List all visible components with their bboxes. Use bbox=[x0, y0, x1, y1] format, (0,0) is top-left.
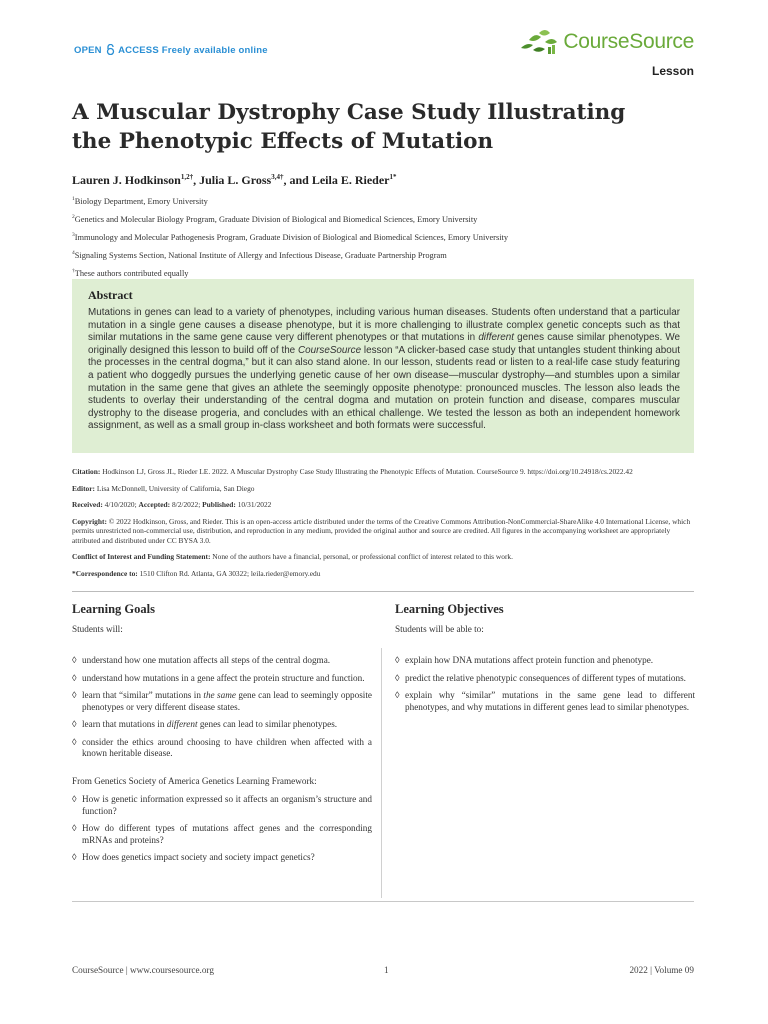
abstract-segment: Mutations in genes can lead to a variety of phenotypes, including various human diseases. Students often understand that a particular mutation in a single gene causes a disease phenotype, but it is more challenging to illustrate complex genetic concepts such as that similar mutations in the same gene cause very different phenotypes or that mutations in bbox=[88, 307, 680, 344]
article-metadata bbox=[72, 467, 694, 585]
diamond-bullet-icon: ◊ bbox=[395, 655, 400, 665]
author-name: , and Leila E. Rieder bbox=[283, 173, 390, 187]
footer-separator: | bbox=[647, 965, 655, 975]
list-item-text: predict the relative phenotypic consequences of different types of mutations. bbox=[405, 672, 686, 683]
learning-objectives-section bbox=[395, 604, 695, 719]
leaf-logo-icon bbox=[519, 28, 559, 56]
author-name: Lauren J. Hodkinson bbox=[72, 173, 181, 187]
citation-label: Citation: bbox=[72, 467, 101, 476]
list-item-text: learn that mutations in bbox=[82, 719, 167, 729]
affiliation-mark: 2 bbox=[72, 214, 75, 220]
list-item bbox=[72, 852, 372, 864]
diamond-bullet-icon: ◊ bbox=[395, 672, 400, 683]
section-divider bbox=[72, 591, 694, 592]
received-label: Received: bbox=[72, 500, 103, 509]
diamond-bullet-icon: ◊ bbox=[72, 736, 77, 747]
list-item bbox=[72, 737, 372, 760]
affiliation-list bbox=[72, 194, 692, 284]
correspondence-label: *Correspondence to: bbox=[72, 568, 138, 578]
affiliation-text: Biology Department, Emory University bbox=[74, 196, 208, 206]
footer-separator: | bbox=[123, 965, 130, 975]
affiliation-item bbox=[72, 248, 692, 266]
framework-label: From Genetics Society of America Genetics Learning Framework: bbox=[72, 775, 317, 786]
learning-goals-section bbox=[72, 604, 372, 870]
list-item-text: How do different types of mutations affect genes and the corresponding mRNAs and proteins? bbox=[82, 823, 372, 845]
abstract-emphasis: different bbox=[478, 332, 514, 344]
list-item bbox=[72, 655, 372, 667]
learning-objectives-intro: Students will be able to: bbox=[395, 623, 484, 634]
diamond-bullet-icon: ◊ bbox=[72, 852, 77, 862]
published-date: 10/31/2022 bbox=[235, 500, 272, 509]
author-affiliation-mark: 1,2† bbox=[180, 173, 194, 181]
page-footer bbox=[72, 965, 694, 979]
abstract-segment: genes cause similar phenotypes. We originally designed this lesson to build off of the bbox=[88, 332, 680, 356]
oa-access-text: ACCESS bbox=[118, 45, 159, 56]
list-item-text: How does genetics impact society and society impact genetics? bbox=[82, 852, 315, 862]
editor-row bbox=[72, 484, 694, 494]
section-divider bbox=[72, 901, 694, 902]
list-item-text: understand how one mutation affects all steps of the central dogma. bbox=[82, 655, 331, 665]
editor-label: Editor: bbox=[72, 483, 95, 493]
learning-objectives-heading: Learning Objectives bbox=[395, 602, 504, 616]
diamond-bullet-icon: ◊ bbox=[72, 719, 77, 729]
footer-journal-name: CourseSource bbox=[72, 965, 124, 975]
author-affiliation-mark: 3,4† bbox=[271, 173, 284, 181]
list-item-text: understand how mutations in a gene affect the protein structure and function. bbox=[82, 672, 365, 683]
footer-volume-text: Volume 09 bbox=[654, 965, 694, 975]
list-item-text: consider the ethics around choosing to have children when affected with a known heritable disease. bbox=[82, 736, 372, 758]
list-item-emphasis: the same bbox=[203, 690, 236, 700]
diamond-bullet-icon: ◊ bbox=[72, 655, 77, 665]
published-label: Published: bbox=[202, 500, 236, 509]
open-access-badge bbox=[74, 44, 268, 56]
list-item-text: explain how DNA mutations affect protein function and phenotype. bbox=[405, 655, 654, 665]
diamond-bullet-icon: ◊ bbox=[72, 672, 77, 683]
accepted-date: 8/2/2022; bbox=[170, 500, 203, 509]
affiliation-text: These authors contributed equally bbox=[74, 268, 189, 278]
abstract-box bbox=[72, 279, 694, 453]
list-item-text: How is genetic information expressed so it affects an organism’s structure and function? bbox=[82, 794, 372, 816]
affiliation-item bbox=[72, 212, 692, 230]
footer-url: www.coursesource.org bbox=[129, 965, 214, 975]
affiliation-text: Genetics and Molecular Biology Program, Graduate Division of Biological and Biomedical Sciences, Emory University bbox=[74, 214, 478, 224]
article-title: A Muscular Dystrophy Case Study Illustrating the Phenotypic Effects of Mutation bbox=[72, 100, 626, 154]
affiliation-mark: 4 bbox=[72, 250, 75, 256]
diamond-bullet-icon: ◊ bbox=[72, 690, 77, 700]
footer-year: 2022 bbox=[629, 965, 648, 975]
list-item bbox=[72, 823, 372, 846]
list-item-text: gene can lead to seemingly opposite phenotypes or very different disease states. bbox=[82, 690, 372, 712]
author-name: , Julia L. Gross bbox=[193, 173, 272, 187]
copyright-text: © 2022 Hodkinson, Gross, and Rieder. This is an open-access article distributed under the terms of the Creative Commons Attribution-NonCommercial-ShareAlike 4.0 International License, which permits unrestricted non-commercial use, distribution, and reproduction in any medium, provided the original author and source are credited. All figures in the accompanying worksheet are appropriately attributed and distributed under CC BYSA 3.0. bbox=[72, 516, 691, 545]
copyright-row bbox=[72, 517, 694, 546]
learning-goals-heading: Learning Goals bbox=[72, 602, 155, 616]
list-item bbox=[395, 655, 695, 667]
list-item bbox=[72, 794, 372, 817]
author-list bbox=[72, 173, 396, 188]
abstract-text bbox=[88, 307, 680, 433]
author-affiliation-mark: 1* bbox=[389, 173, 397, 181]
editor-text: Lisa McDonnell, University of California, San Diego bbox=[95, 483, 255, 493]
affiliation-mark: 3 bbox=[72, 232, 75, 238]
affiliation-text: Signaling Systems Section, National Institute of Allergy and Infectious Disease, Graduate Partnership Program bbox=[74, 250, 447, 260]
dates-row bbox=[72, 500, 694, 510]
affiliation-item bbox=[72, 194, 692, 212]
list-item-text: learn that “similar” mutations in bbox=[82, 690, 204, 700]
affiliation-text: Immunology and Molecular Pathogenesis Program, Graduate Division of Biological and Biomedical Sciences, Emory University bbox=[74, 232, 509, 242]
correspondence-text: 1510 Clifton Rd. Atlanta, GA 30322; leila.rieder@emory.edu bbox=[137, 568, 321, 578]
logo-wordmark: CourseSource bbox=[563, 30, 694, 53]
list-item-text: genes can lead to similar phenotypes. bbox=[197, 719, 338, 729]
conflict-text: None of the authors have a financial, personal, or professional conflict of interest related to this work. bbox=[210, 552, 513, 561]
diamond-bullet-icon: ◊ bbox=[395, 690, 400, 700]
received-date: 4/10/2020; bbox=[102, 500, 139, 509]
learning-goals-intro: Students will: bbox=[72, 623, 123, 634]
affiliation-mark: † bbox=[72, 268, 75, 274]
list-item-text: explain why “similar” mutations in the same gene lead to different phenotypes, and why mutations in different genes lead to similar phenotypes. bbox=[405, 690, 695, 712]
diamond-bullet-icon: ◊ bbox=[72, 823, 77, 833]
footer-volume bbox=[629, 965, 694, 975]
affiliation-item bbox=[72, 230, 692, 248]
conflict-row bbox=[72, 552, 694, 562]
citation-text: Hodkinson LJ, Gross JL, Rieder LE. 2022. A Muscular Dystrophy Case Study Illustrating the Phenotypic Effects of Mutation. CourseSource 9. https://doi.org/10.24918/cs.2022.42 bbox=[100, 467, 633, 476]
oa-open-text: OPEN bbox=[74, 45, 102, 56]
list-item bbox=[72, 690, 372, 713]
oa-free-text: Freely available online bbox=[161, 45, 268, 56]
article-type-label: Lesson bbox=[651, 64, 694, 78]
list-item bbox=[72, 673, 372, 685]
coursesource-logo bbox=[519, 28, 694, 58]
footer-journal bbox=[72, 965, 214, 975]
open-lock-icon bbox=[106, 44, 115, 55]
page-header bbox=[74, 30, 694, 82]
list-item bbox=[72, 719, 372, 731]
diamond-bullet-icon: ◊ bbox=[72, 794, 77, 804]
affiliation-mark: 1 bbox=[72, 196, 75, 202]
abstract-segment: lesson “A clicker-based case study that untangles student thinking about the processes in the central dogma,” but it can also stand alone. In our lesson, students read or listen to a real-life case study featuring a patient who doggedly pursues the underlying genetic cause of her own disease—muscular dystrophy—and stumbles upon a similar mutation in the same gene that gives an athlete the seemingly opposite phenotype: pronounced muscles. The lesson also leads the students to overlay their understanding of the central dogma and mutation on protein function and disease, compares muscular dystrophy to the disease progeria, and concludes with an ethical challenge. We tested the lesson as both an independent homework assignment, as well as a small group in-class worksheet and both formats were successful. bbox=[88, 344, 680, 432]
list-item bbox=[395, 673, 695, 685]
correspondence-row bbox=[72, 569, 694, 579]
list-item-emphasis: different bbox=[166, 719, 198, 729]
accepted-label: Accepted: bbox=[138, 500, 171, 509]
column-divider bbox=[381, 648, 382, 898]
list-item bbox=[395, 690, 695, 713]
copyright-label: Copyright: bbox=[72, 516, 107, 526]
abstract-heading: Abstract bbox=[88, 288, 133, 302]
abstract-emphasis: CourseSource bbox=[297, 344, 362, 356]
page-number: 1 bbox=[384, 965, 389, 975]
citation-row bbox=[72, 467, 694, 477]
conflict-label: Conflict of Interest and Funding Statement: bbox=[72, 552, 211, 561]
